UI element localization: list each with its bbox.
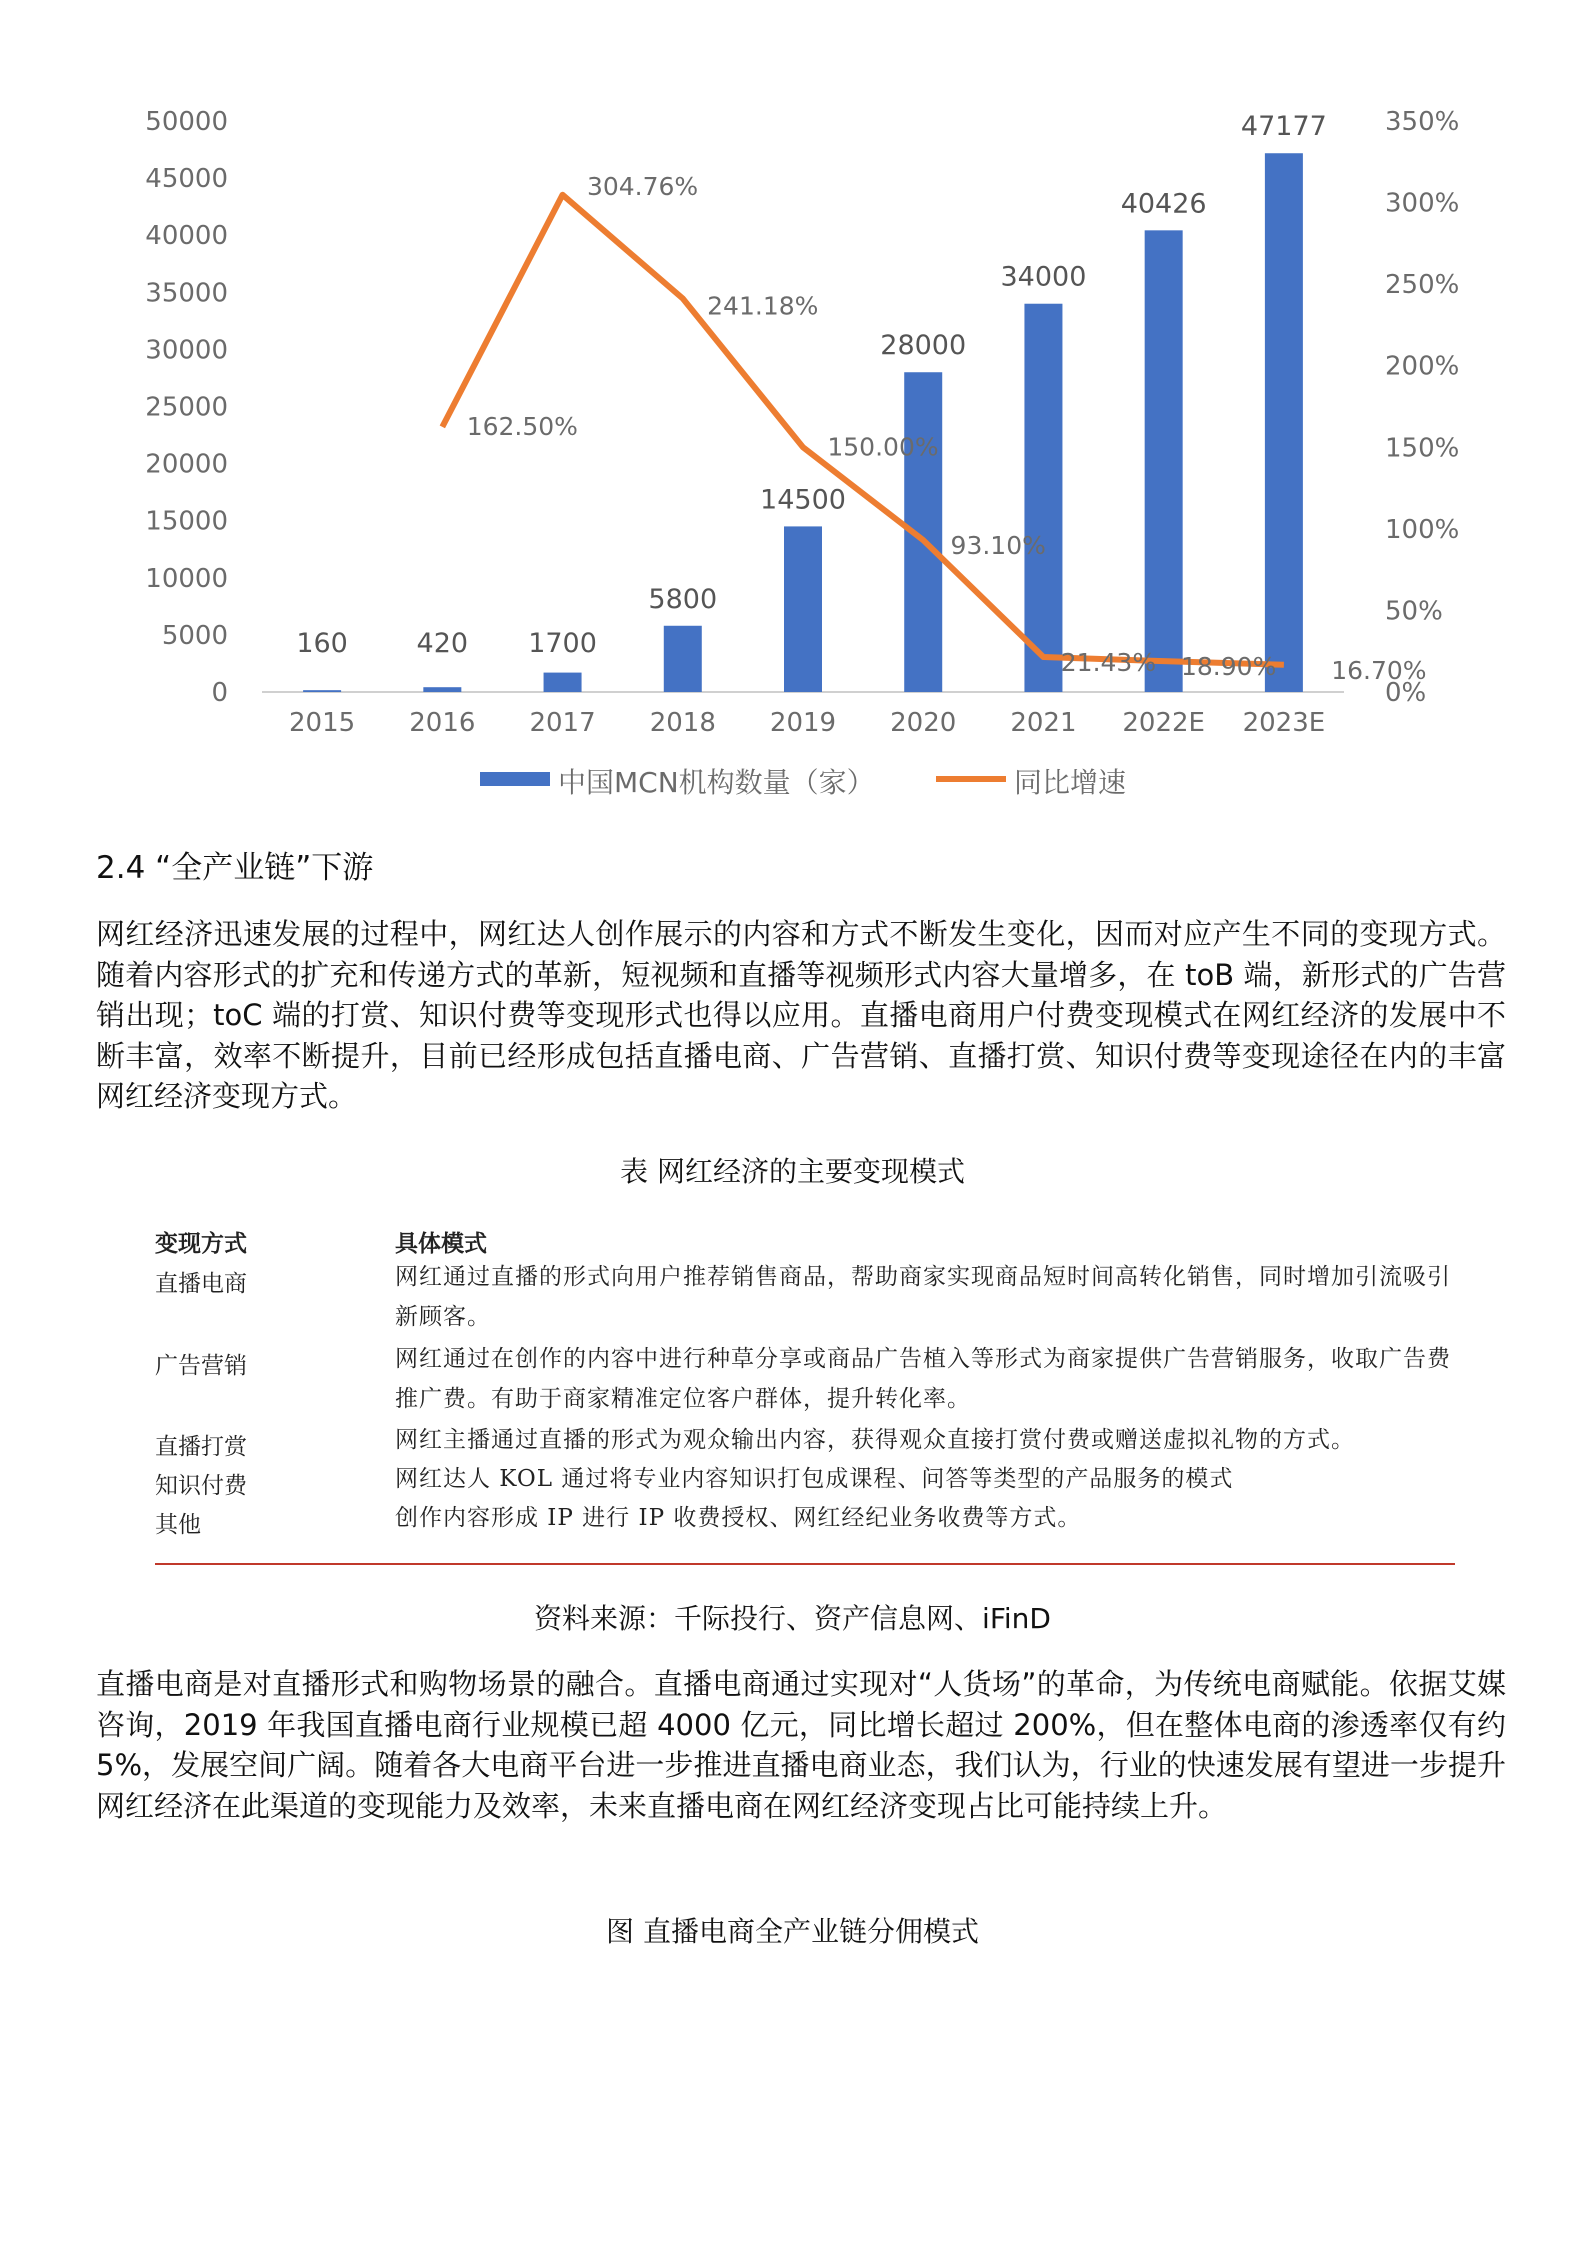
legend-bar-swatch	[480, 772, 550, 786]
bar	[1265, 153, 1303, 692]
line-data-label: 18.90%	[1181, 652, 1277, 682]
x-axis-tick-label: 2017	[529, 708, 596, 738]
x-axis-tick-label: 2020	[890, 708, 957, 738]
left-axis-tick-label: 10000	[145, 563, 228, 594]
paragraph-monetization: 网红经济迅速发展的过程中，网红达人创作展示的内容和方式不断发生变化，因而对应产生不同的变现方式。随着内容形式的扩充和传递方式的革新，短视频和直播等视频形式内容大量增多，在 toB 端，新形式的广告营销出现；toC 端的打赏、知识付费等变现形式也得以应用。直播电商用户付费变现模式在网红经济的发展中不断丰富，效率不断提升，目前已经形成包括直播电商、广告营销、直播打赏、知识付费等变现途径在内的丰富网红经济变现方式。	[96, 917, 1506, 1113]
x-axis-tick-label: 2021	[1010, 708, 1077, 738]
bar-data-label: 5800	[648, 583, 718, 615]
table-cell-method: 广告营销	[155, 1353, 247, 1379]
bar	[1145, 230, 1183, 692]
table-cell-desc: 网红达人 KOL 通过将专业内容知识打包成课程、问答等类型的产品服务的模式	[395, 1466, 1234, 1492]
right-axis-tick-label: 300%	[1385, 188, 1460, 219]
table-cell-desc: 网红通过直播的形式向用户推荐销售商品，帮助商家实现商品短时间高转化销售，同时增加引流吸引新顾客。	[395, 1264, 1451, 1330]
table-cell-method: 知识付费	[155, 1473, 247, 1499]
line-data-label: 93.10%	[950, 531, 1046, 561]
right-axis-tick-label: 100%	[1385, 514, 1460, 545]
bar-data-label: 420	[416, 628, 469, 659]
left-axis-tick-label: 25000	[145, 392, 228, 423]
line-data-label: 162.50%	[466, 411, 578, 441]
legend	[480, 766, 1126, 799]
mcn-chart	[0, 0, 1585, 830]
table-cell-desc: 网红通过在创作的内容中进行种草分享或商品广告植入等形式为商家提供广告营销服务，收取广告费推广费。有助于商家精准定位客户群体，提升转化率。	[395, 1346, 1451, 1412]
section-heading: 2.4 “全产业链”下游	[96, 850, 374, 886]
line-data-label: 150.00%	[827, 432, 939, 462]
legend-bar-label: 中国MCN机构数量（家）	[558, 766, 875, 799]
table-header-method: 变现方式	[155, 1230, 247, 1257]
bar-data-label: 1700	[528, 628, 597, 659]
left-axis-tick-label: 40000	[145, 221, 228, 252]
table-cell-method: 直播打赏	[155, 1434, 247, 1460]
table-cell-method: 其他	[155, 1512, 201, 1538]
bar	[423, 687, 461, 692]
x-axis-ticks	[289, 708, 1325, 738]
left-axis-tick-label: 35000	[145, 278, 228, 309]
x-axis-tick-label: 2018	[649, 708, 716, 738]
left-axis-tick-label: 30000	[145, 335, 228, 366]
bar-data-label: 34000	[1000, 261, 1087, 293]
right-axis-tick-label: 350%	[1385, 107, 1460, 137]
table-cell-desc: 创作内容形成 IP 进行 IP 收费授权、网红经纪业务收费等方式。	[395, 1505, 1082, 1531]
left-axis-tick-label: 50000	[145, 107, 228, 137]
left-axis-tick-label: 45000	[145, 164, 228, 195]
right-axis-tick-label: 150%	[1385, 433, 1460, 464]
bar-series	[303, 153, 1303, 692]
x-axis-tick-label: 2015	[289, 708, 356, 738]
right-axis-tick-label: 200%	[1385, 351, 1460, 382]
table-cell-method: 直播电商	[155, 1271, 247, 1297]
legend-line-label: 同比增速	[1014, 766, 1127, 799]
right-axis-tick-label: 50%	[1385, 596, 1443, 627]
line-data-label: 241.18%	[707, 291, 819, 321]
line-data-label: 21.43%	[1060, 648, 1157, 678]
paragraph-live-commerce: 直播电商是对直播形式和购物场景的融合。直播电商通过实现对“人货场”的革命，为传统电商赋能。依据艾媒咨询，2019 年我国直播电商行业规模已超 4000 亿元，同比增长超过 200%，但在整体电商的渗透率仅有约 5%，发展空间广阔。随着各大电商平台进一步推进直播电商业态，我们认为，行业的快速发展有望进一步提升网红经济在此渠道的变现能力及效率，未来直播电商在网红经济变现占比可能持续上升。	[96, 1667, 1506, 1823]
table-header-desc: 具体模式	[395, 1230, 487, 1257]
bar	[784, 526, 822, 692]
bar-data-label: 160	[296, 628, 348, 659]
bar	[664, 626, 702, 692]
bar-data-label: 47177	[1240, 111, 1327, 143]
source-note: 资料来源：千际投行、资产信息网、iFinD	[534, 1602, 1051, 1635]
left-axis-tick-label: 20000	[145, 449, 228, 480]
right-axis-tick-label: 0%	[1385, 678, 1427, 708]
table-cell-desc: 网红主播通过直播的形式为观众输出内容，获得观众直接打赏付费或赠送虚拟礼物的方式。	[395, 1427, 1355, 1453]
table-caption: 表 网红经济的主要变现模式	[620, 1155, 965, 1188]
bar-data-label: 40426	[1120, 188, 1207, 220]
mcn-chart-svg	[0, 0, 1585, 830]
line-data-label: 16.70%	[1331, 655, 1427, 685]
table-bottom-rule	[155, 1563, 1455, 1565]
x-axis-tick-label: 2023E	[1242, 708, 1326, 738]
x-axis-tick-label: 2019	[769, 708, 837, 738]
bar	[303, 690, 341, 692]
left-axis-tick-label: 15000	[145, 506, 228, 537]
line-data-label: 304.76%	[586, 171, 699, 201]
x-axis-tick-label: 2016	[409, 708, 476, 738]
left-axis-ticks	[145, 107, 228, 708]
bar-data-label: 28000	[880, 330, 967, 362]
left-axis-tick-label: 5000	[161, 620, 228, 651]
bar	[544, 673, 582, 692]
figure-caption: 图 直播电商全产业链分佣模式	[606, 1915, 979, 1948]
bar-data-label: 14500	[760, 484, 846, 516]
right-axis-ticks	[1385, 107, 1459, 708]
left-axis-tick-label: 0	[211, 678, 228, 708]
x-axis-tick-label: 2022E	[1122, 708, 1205, 738]
right-axis-tick-label: 250%	[1385, 270, 1460, 301]
bar	[1024, 304, 1062, 692]
